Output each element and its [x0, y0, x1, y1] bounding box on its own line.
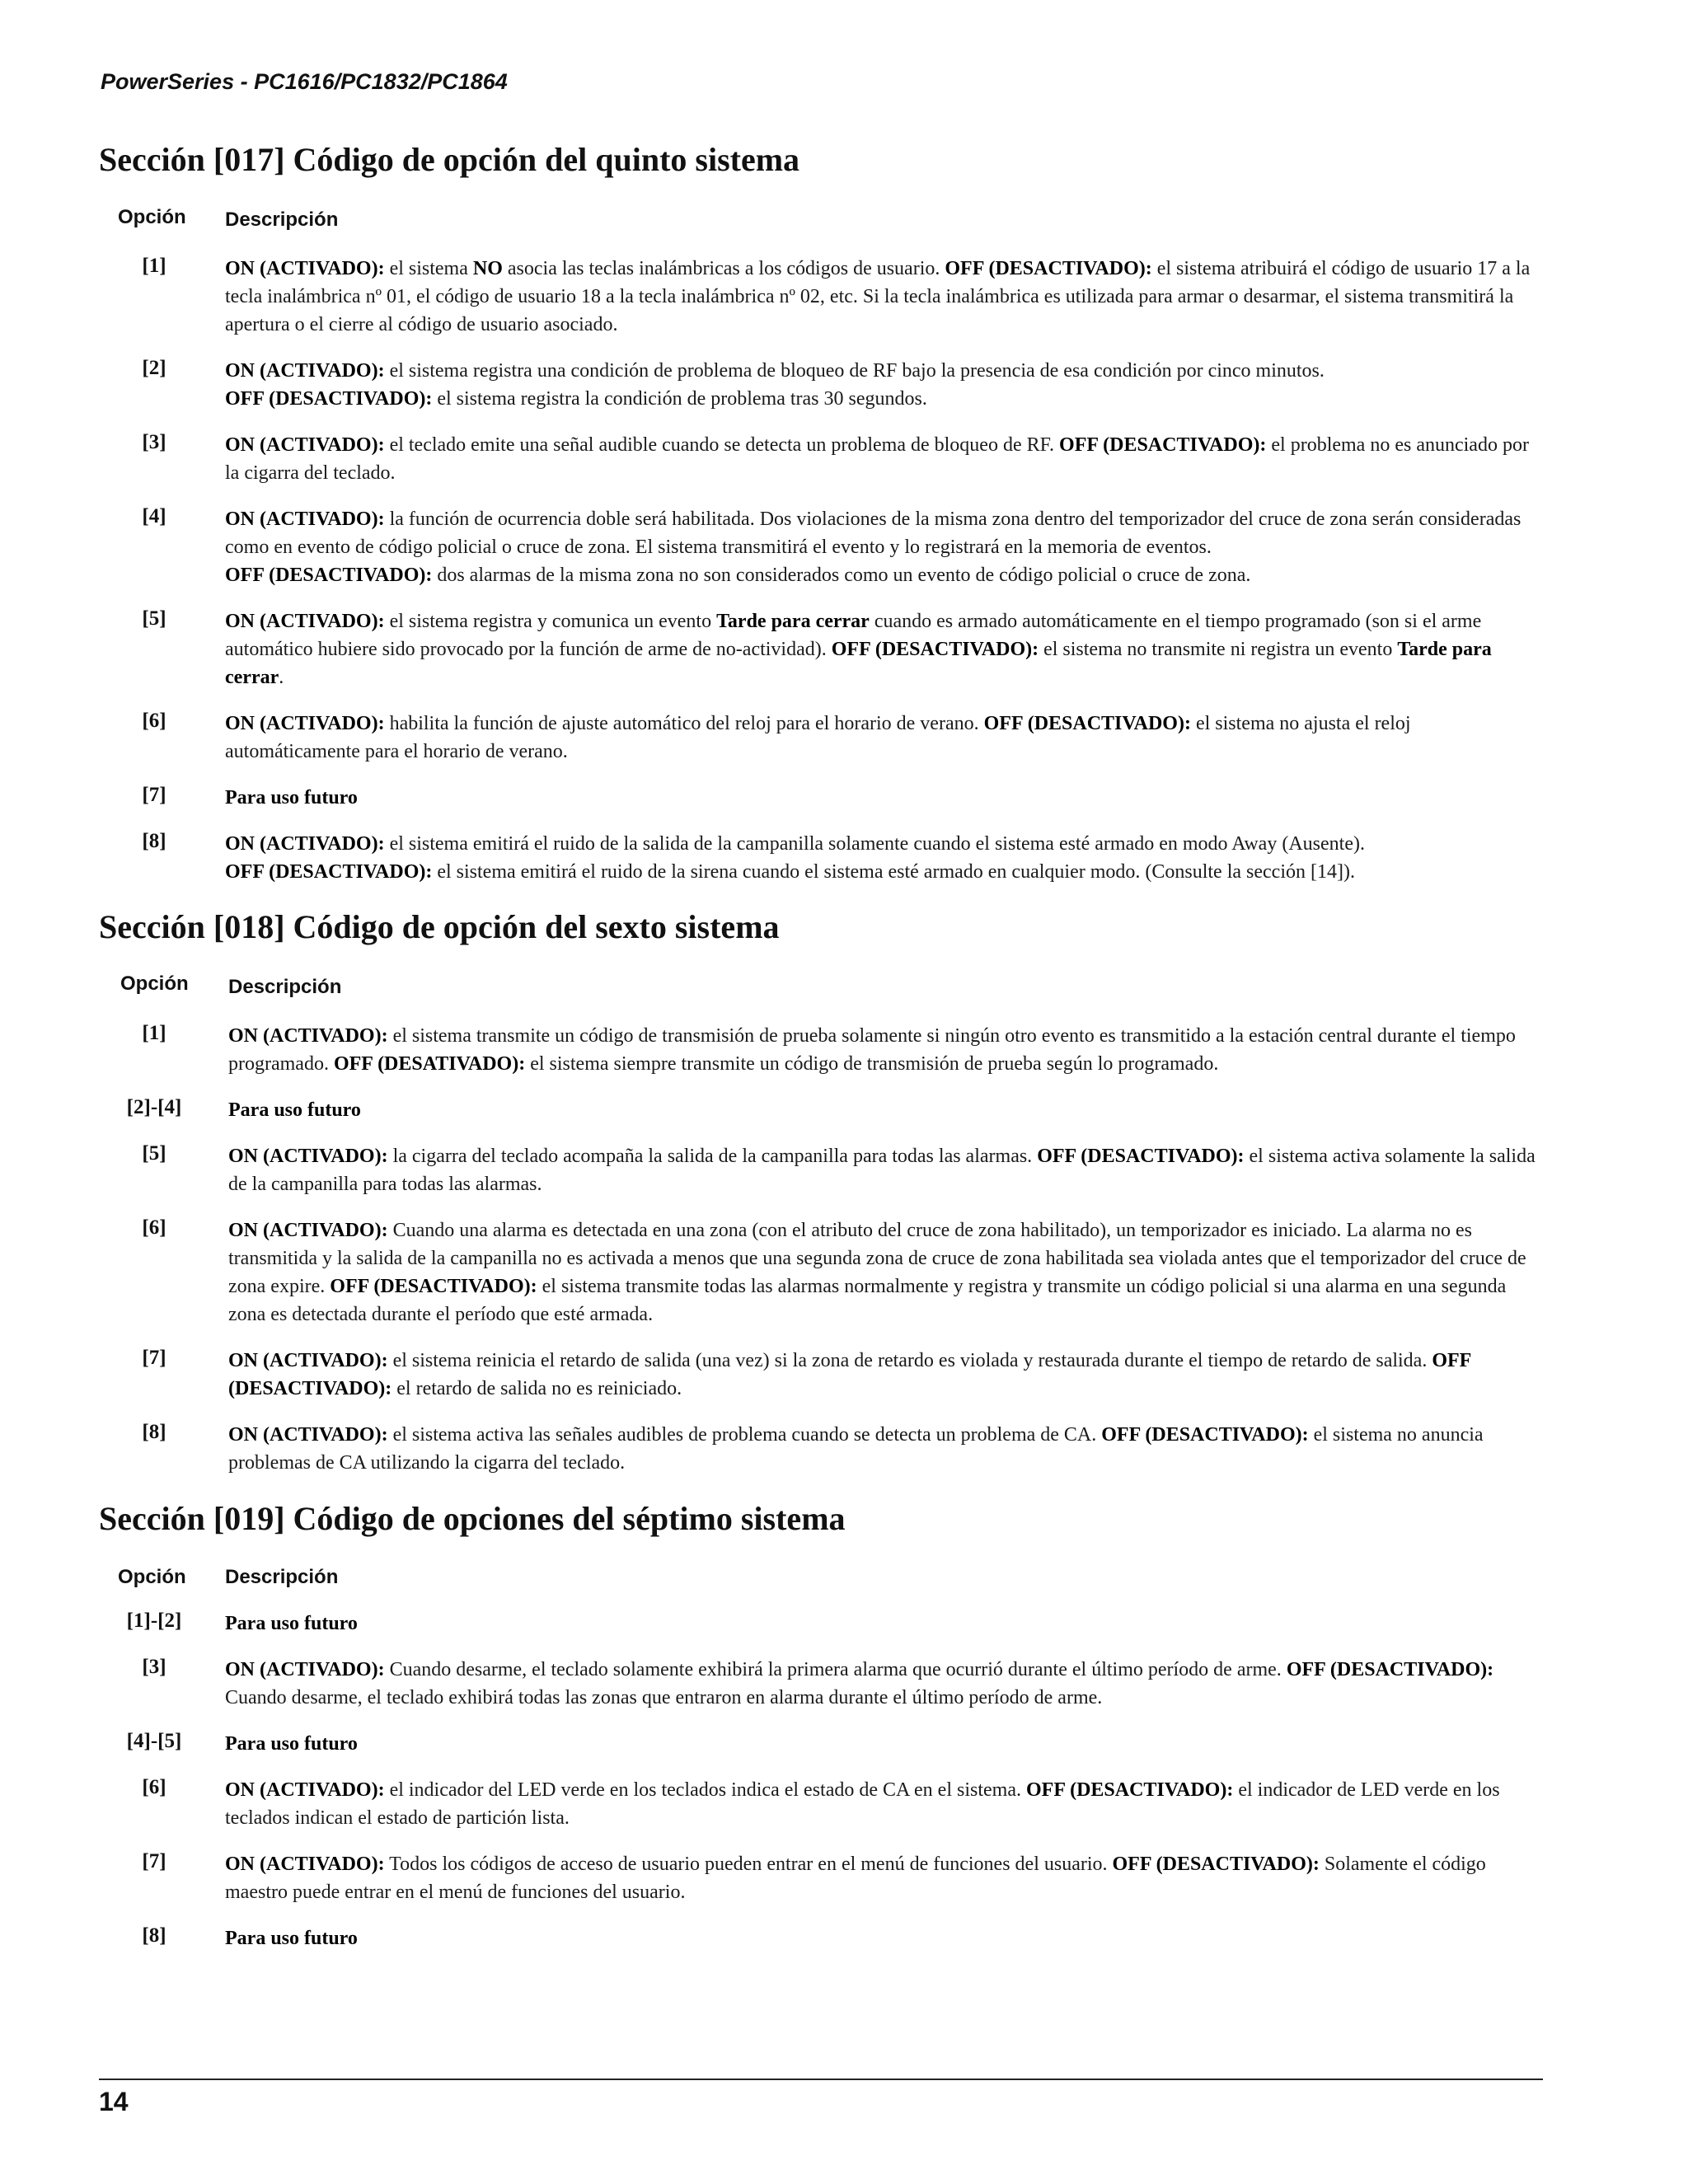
description-text: cuando es armado automáticamente en el tiempo programado (son si el arme automático hubiere sido provocado por la función de arme de no-actividad).	[225, 611, 1482, 660]
option-number: [7]	[142, 1347, 166, 1369]
bold-term: ON (ACTIVADO):	[225, 1854, 385, 1875]
option-number: [4]-[5]	[126, 1730, 182, 1752]
description-text: Solamente el código maestro puede entrar en el menú de funciones del usuario.	[225, 1854, 1486, 1903]
bold-term: ON (ACTIVADO):	[225, 713, 385, 734]
bold-term: OFF (DESACTIVADO):	[831, 639, 1039, 660]
description-text: el sistema registra la condición de problema tras 30 segundos.	[432, 388, 927, 410]
option-description	[225, 830, 1544, 886]
column-header-option: Opción	[120, 972, 189, 995]
option-description	[225, 1656, 1544, 1712]
option-description	[225, 1730, 1544, 1758]
section-title-017: Sección [017] Código de opción del quinto sistema	[99, 141, 800, 178]
bold-term: OFF (DESATIVADO):	[333, 1053, 526, 1075]
bold-term: OFF (DESACTIVADO):	[1037, 1146, 1245, 1167]
bold-term: Para uso futuro	[225, 1613, 358, 1634]
option-description	[225, 710, 1544, 766]
bold-term: OFF (DESACTIVADO):	[1059, 434, 1267, 456]
option-number: [8]	[142, 1924, 166, 1947]
description-text: el sistema emitirá el ruido de la salida de la campanilla solamente cuando el sistema esté armado en modo Away (Ausente).	[384, 833, 1365, 855]
bold-term: ON (ACTIVADO):	[225, 833, 385, 855]
description-text: dos alarmas de la misma zona no son considerados como un evento de código policial o cruce de zona.	[432, 565, 1251, 586]
section-title-019: Sección [019] Código de opciones del séptimo sistema	[99, 1500, 846, 1537]
description-text: el teclado emite una señal audible cuando se detecta un problema de bloqueo de RF.	[384, 434, 1060, 456]
bold-term: OFF (DESACTIVADO):	[225, 861, 433, 883]
option-description	[225, 1610, 1544, 1638]
bold-term: OFF (DESACTIVADO):	[1112, 1854, 1320, 1875]
description-text: el problema no es anunciado por la cigarra del teclado.	[225, 434, 1529, 484]
bold-term: ON (ACTIVADO):	[225, 258, 385, 279]
description-text: el sistema	[384, 258, 473, 279]
bold-term: Para uso futuro	[225, 1733, 358, 1755]
option-number: [8]	[142, 830, 166, 852]
option-number: [6]	[142, 710, 166, 732]
option-description	[225, 505, 1544, 589]
option-description	[228, 1096, 1547, 1124]
option-description	[228, 1022, 1547, 1078]
option-number: [5]	[142, 607, 166, 630]
description-text: Cuando desarme, el teclado solamente exhibirá la primera alarma que ocurrió durante el último período de arme.	[384, 1659, 1287, 1680]
description-text: el sistema no transmite ni registra un evento	[1039, 639, 1398, 660]
description-text: el retardo de salida no es reiniciado.	[392, 1378, 682, 1399]
bold-term: ON (ACTIVADO):	[225, 434, 385, 456]
description-text: Todos los códigos de acceso de usuario pueden entrar en el menú de funciones del usuario.	[384, 1854, 1113, 1875]
description-text: el sistema transmite todas las alarmas normalmente y registra y transmite un código policial si una alarma en una segunda zona es detectada durante el período que esté armada.	[228, 1276, 1507, 1325]
option-number: [7]	[142, 784, 166, 806]
bold-term: Para uso futuro	[225, 1928, 358, 1949]
option-description	[228, 1216, 1547, 1329]
bold-term: OFF (DESACTIVADO):	[945, 258, 1152, 279]
bold-term: Para uso futuro	[228, 1099, 361, 1121]
bold-term: ON (ACTIVADO):	[225, 509, 385, 530]
bold-term: Para uso futuro	[225, 787, 358, 808]
description-text: el sistema activa solamente la salida de la campanilla para todas las alarmas.	[228, 1146, 1536, 1195]
description-text: el sistema no ajusta el reloj automáticamente para el horario de verano.	[225, 713, 1411, 762]
description-text: Cuando una alarma es detectada en una zona (con el atributo del cruce de zona habilitado), un temporizador es iniciado. La alarma no es transmitida y la salida de la campanilla no es activada a menos que una segunda zona de cruce de zona habilitada sea violada antes que el temporizador del cruce de zona expire.	[228, 1220, 1526, 1297]
description-text: Cuando desarme, el teclado exhibirá todas las zonas que entraron en alarma durante el último período de arme.	[225, 1687, 1103, 1708]
column-header-option: Opción	[118, 206, 186, 228]
option-number: [6]	[142, 1776, 166, 1798]
description-text: habilita la función de ajuste automático del reloj para el horario de verano.	[384, 713, 984, 734]
option-description	[225, 1924, 1544, 1952]
option-number: [1]	[142, 1022, 166, 1044]
bold-term: OFF (DESACTIVADO):	[225, 565, 433, 586]
description-text: la función de ocurrencia doble será habilitada. Dos violaciones de la misma zona dentro del temporizador del cruce de zona serán consideradas como en evento de código policial o cruce de zona. El sistema transmitirá el evento y lo registrará en la memoria de eventos.	[225, 509, 1522, 558]
option-number: [1]	[142, 255, 166, 277]
bold-term: ON (ACTIVADO):	[225, 611, 385, 632]
description-text: el indicador de LED verde en los teclados indican el estado de partición lista.	[225, 1779, 1500, 1829]
option-description	[225, 255, 1544, 339]
page-header: PowerSeries - PC1616/PC1832/PC1864	[101, 69, 508, 94]
description-text: asocia las teclas inalámbricas a los códigos de usuario.	[502, 258, 945, 279]
bold-term: ON (ACTIVADO):	[225, 1659, 385, 1680]
option-description	[225, 431, 1544, 487]
column-header-description: Descripción	[225, 209, 339, 231]
option-description	[228, 1347, 1547, 1403]
option-number: [2]-[4]	[126, 1096, 182, 1118]
column-header-description: Descripción	[225, 1566, 339, 1588]
bold-term: ON (ACTIVADO):	[228, 1424, 388, 1446]
description-text: el sistema reinicia el retardo de salida (una vez) si la zona de retardo es violada y restaurada durante el tiempo de retardo de salida.	[387, 1350, 1432, 1371]
bold-term: OFF (DESACTIVADO):	[1025, 1779, 1234, 1801]
option-number: [8]	[142, 1421, 166, 1443]
description-text: el sistema atribuirá el código de usuario 17 a la tecla inalámbrica nº 01, el código de usuario 18 a la tecla inalámbrica nº 02, etc. Si la tecla inalámbrica es utilizada para armar o desarmar, el sistema transmitirá la apertura o el cierre al código de usuario asociado.	[225, 258, 1531, 335]
option-number: [1]-[2]	[126, 1610, 182, 1632]
column-header-description: Descripción	[228, 976, 342, 998]
option-number: [5]	[142, 1142, 166, 1165]
bold-term: OFF (DESACTIVADO):	[1286, 1659, 1494, 1680]
option-number: [2]	[142, 357, 166, 379]
column-header-option: Opción	[118, 1566, 186, 1588]
description-text: el indicador del LED verde en los teclados indica el estado de CA en el sistema.	[384, 1779, 1026, 1801]
bold-term: OFF (DESACTIVADO):	[225, 388, 433, 410]
option-description	[228, 1142, 1547, 1198]
option-description	[225, 607, 1544, 691]
page-number: 14	[99, 2087, 129, 2116]
option-number: [3]	[142, 1656, 166, 1678]
bold-term: Tarde para cerrar	[225, 639, 1492, 688]
description-text: el sistema activa las señales audibles de problema cuando se detecta un problema de CA.	[387, 1424, 1102, 1446]
bold-term: OFF (DESACTIVADO):	[983, 713, 1191, 734]
option-number: [4]	[142, 505, 166, 527]
bold-term: OFF (DESACTIVADO):	[330, 1276, 537, 1297]
bold-term: Tarde para cerrar	[716, 611, 870, 632]
section-title-018: Sección [018] Código de opción del sexto sistema	[99, 908, 780, 945]
option-description	[225, 784, 1544, 812]
bold-term: ON (ACTIVADO):	[228, 1146, 388, 1167]
bold-term: ON (ACTIVADO):	[225, 1779, 385, 1801]
option-description	[225, 1850, 1544, 1906]
bold-term: OFF (DESACTIVADO):	[228, 1350, 1471, 1399]
footer-divider	[99, 2079, 1543, 2080]
bold-term: ON (ACTIVADO):	[228, 1025, 388, 1047]
bold-term: ON (ACTIVADO):	[228, 1220, 388, 1241]
description-text: el sistema registra y comunica un evento	[384, 611, 717, 632]
option-number: [6]	[142, 1216, 166, 1239]
bold-term: ON (ACTIVADO):	[228, 1350, 388, 1371]
option-number: [7]	[142, 1850, 166, 1872]
description-text: el sistema no anuncia problemas de CA utilizando la cigarra del teclado.	[228, 1424, 1484, 1474]
option-number: [3]	[142, 431, 166, 453]
description-text: el sistema siempre transmite un código de transmisión de prueba según lo programado.	[525, 1053, 1219, 1075]
description-text: el sistema registra una condición de problema de bloqueo de RF bajo la presencia de esa condición por cinco minutos.	[384, 360, 1325, 382]
option-description	[225, 1776, 1544, 1832]
bold-term: OFF (DESACTIVADO):	[1101, 1424, 1309, 1446]
description-text: la cigarra del teclado acompaña la salida de la campanilla para todas las alarmas.	[387, 1146, 1038, 1167]
bold-term: NO	[472, 258, 503, 279]
option-description	[225, 357, 1544, 413]
bold-term: ON (ACTIVADO):	[225, 360, 385, 382]
description-text: el sistema emitirá el ruido de la sirena cuando el sistema esté armado en cualquier modo. (Consulte la sección [14]).	[432, 861, 1355, 883]
description-text: .	[279, 667, 284, 688]
description-text: el sistema transmite un código de transmisión de prueba solamente si ningún otro evento es transmitido a la estación central durante el tiempo programado.	[228, 1025, 1516, 1075]
option-description	[228, 1421, 1547, 1477]
